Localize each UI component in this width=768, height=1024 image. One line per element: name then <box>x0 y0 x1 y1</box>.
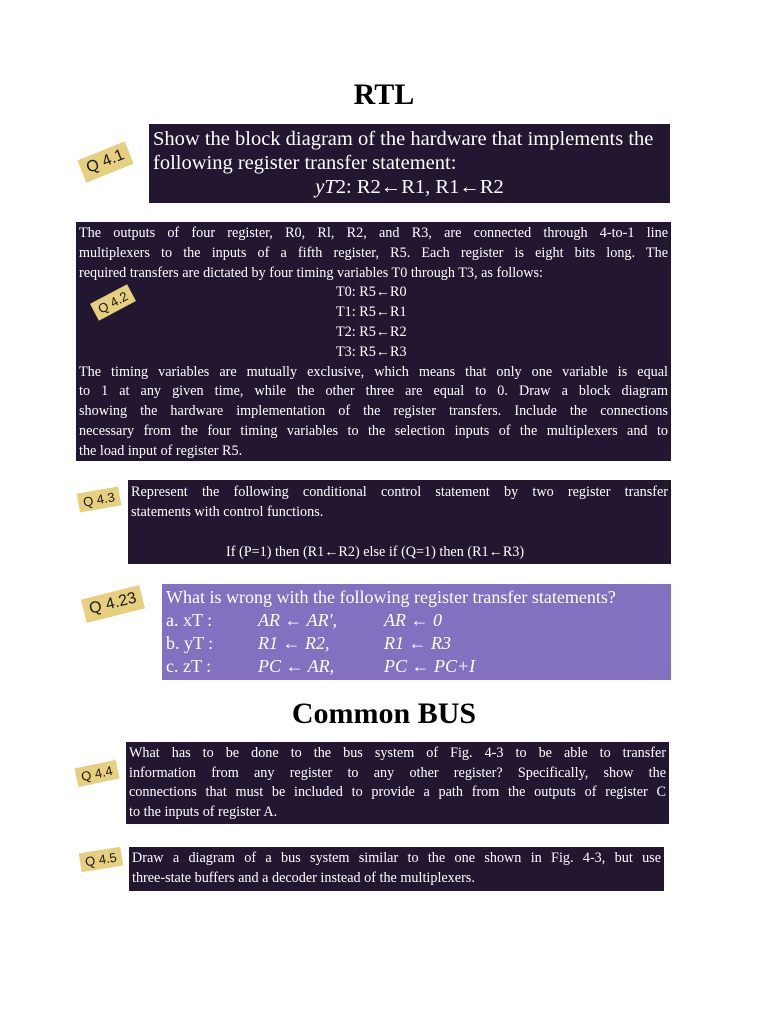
q4-4-box <box>126 742 669 824</box>
q4-23-stmt-1: PC ← AR, <box>258 656 335 676</box>
q4-23-box <box>162 584 671 680</box>
q4-23-row-b <box>166 632 667 655</box>
q4-4-line: connections that must be included to provide a path from the outputs of register C <box>129 784 666 801</box>
q4-1-box <box>149 124 670 203</box>
q4-3-line-1: Represent the following conditional control statement by two register transfer <box>131 484 668 500</box>
q4-23-stmt-2: R1 ← R3 <box>384 633 451 653</box>
q4-4-line: information from any register to any other register? Specifically, show the <box>129 764 666 781</box>
q4-23-tag: Q 4.23 <box>81 585 145 623</box>
q4-23-row-c <box>166 655 667 678</box>
q4-5-line: three-state buffers and a decoder instead of the multiplexers. <box>132 869 475 886</box>
q4-23-stmt-2: AR ← 0 <box>384 610 442 630</box>
q4-23-title: What is wrong with the following register transfer statements? <box>166 587 616 607</box>
q4-23-row-label: b. yT : <box>166 633 214 653</box>
q4-2-line: required transfers are dictated by four timing variables T0 through T3, as follows: <box>79 264 543 281</box>
q4-3-line-2: statements with control functions. <box>131 504 324 520</box>
q4-2-transfer: T0: R5←R0 <box>336 284 407 301</box>
q4-5-line: Draw a diagram of a bus system similar to the one shown in Fig. 4-3, but use <box>132 850 661 866</box>
q4-3-condition: If (P=1) then (R1←R2) else if (Q=1) then (R1←R3) <box>226 544 525 560</box>
q4-2-line: The outputs of four register, R0, Rl, R2, and R3, are connected through 4-to-1 line <box>79 225 668 241</box>
q4-1-tag: Q 4.1 <box>77 141 133 182</box>
q4-3-tag: Q 4.3 <box>77 487 121 513</box>
q4-1-line-1: Show the block diagram of the hardware that implements the <box>153 128 654 150</box>
q4-2-box <box>76 222 671 461</box>
q4-23-row-label: a. xT : <box>166 610 213 630</box>
q4-2-transfer: T2: R5←R2 <box>336 323 407 340</box>
q4-1-statement: yT2: R2←R1, R1←R2 <box>315 176 504 198</box>
q4-2-tag: Q 4.2 <box>90 284 136 320</box>
q4-2-line: showing the hardware implementation of the register transfers. Include the connections <box>79 403 668 420</box>
q4-3-box <box>128 480 671 564</box>
rtl-heading: RTL <box>353 78 415 111</box>
common-bus-heading: Common BUS <box>291 697 477 730</box>
q4-4-line: What has to be done to the bus system of Fig. 4-3 to be able to transfer <box>129 745 666 761</box>
q4-23-stmt-2: PC ← PC+I <box>384 656 476 676</box>
q4-5-box <box>129 847 664 891</box>
q4-23-stmt-1: AR ← AR', <box>258 610 338 630</box>
q4-2-line: multiplexers to the inputs of a fifth register, R5. Each register is eight bits long. The <box>79 244 668 261</box>
q4-1-line-2: following register transfer statement: <box>153 152 457 174</box>
q4-2-transfer: T3: R5←R3 <box>336 343 407 360</box>
q4-5-tag: Q 4.5 <box>79 847 123 872</box>
q4-4-tag: Q 4.4 <box>74 760 119 787</box>
q4-2-line: the load input of register R5. <box>79 442 243 459</box>
q4-23-row-label: c. zT : <box>166 656 212 676</box>
q4-23-stmt-1: R1 ← R2, <box>258 633 330 653</box>
q4-4-line: to the inputs of register A. <box>129 803 278 820</box>
q4-2-line: The timing variables are mutually exclusive, which means that only one variable is equal <box>79 363 668 380</box>
q4-2-transfer: T1: R5←R1 <box>336 304 407 321</box>
q4-2-line: to 1 at any given time, while the other three are equal to 0. Draw a block diagram <box>79 383 668 400</box>
q4-23-row-a <box>166 609 667 632</box>
q4-2-line: necessary from the four timing variables to the selection inputs of the multiplexers and to <box>79 422 668 439</box>
